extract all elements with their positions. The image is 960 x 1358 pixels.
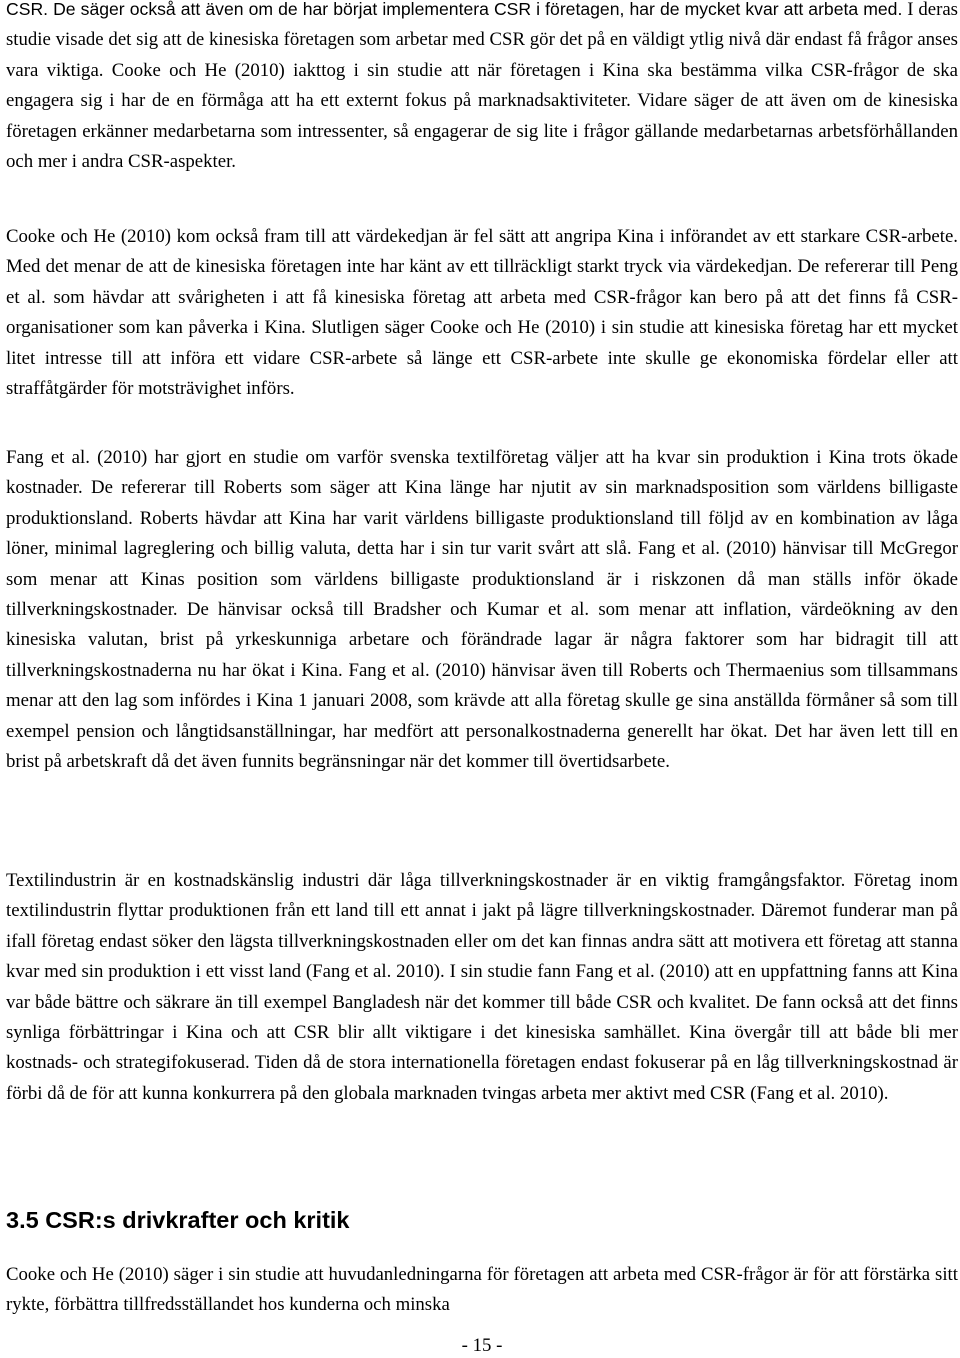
paragraph-body-text: Cooke och He (2010) kom också fram till att värdekedjan är fel sätt att angripa Kina i införandet av ett starkare CSR-arbete. Med det menar de att de kinesiska företagen inte har känt av ett tillräckligt starkt tryck via värdekedjan. De refererar till Peng et al. som hävdar att svårigheten i att få kinesiska företag att arbeta med CSR-frågor kan bero på att det finns få CSR-organisationer som kan påverka i Kina. Slutligen säger Cooke och He (2010) i sin studie att kinesiska företag har ett mycket litet intresse till att införa ett vidare CSR-arbete så länge ett CSR-arbete inte skulle ge ekonomiska fördelar eller att straffåtgärder för motsträvighet införs. [6, 226, 958, 400]
paragraph-csr-implementation [6, 0, 958, 177]
paragraph-body-text: Fang et al. (2010) har gjort en studie om varför svenska textilföretag väljer att ha kvar sin produktion i Kina trots ökade kostnader. De refererar till Roberts som säger att Kina länge har njutit av sin marknadsposition som världens billigaste produktionsland. Roberts hävdar att Kina har varit världens billigaste produktionsland till följd av en kombination av låga löner, minimal lagreglering och billig valuta, detta har i sin tur varit svårt att slå. Fang et al. (2010) hänvisar till McGregor som menar att Kinas position som världens billigaste produktionsland är i riskzonen då man ställs inför ökade tillverkningskostnader. De hänvisar också till Bradsher och Kumar et al. som menar att inflation, värdeökning av den kinesiska valutan, brist på yrkeskunniga arbetare och förändrade lagar är några faktorer som har bidragit till att tillverkningskostnaderna nu har ökat i Kina. Fang et al. (2010) hänvisar även till Roberts och Thermaenius som tillsammans menar att den lag som infördes i Kina 1 januari 2008, som krävde att alla företag skulle ge sina anställda förmåner så som till exempel pension och långtidsanställningar, har medfört att personalkostnaderna generellt har ökat. Det har även lett till en brist på arbetskraft då det även funnits begränsningar när det kommer till övertidsarbete. [6, 447, 958, 773]
paragraph-body-text: Cooke och He (2010) säger i sin studie att huvudanledningarna för företagen att arbeta med CSR-frågor är för att förstärka sitt rykte, förbättra tillfredsställandet hos kunderna och minska [6, 1264, 958, 1316]
paragraph-fang-study [6, 443, 958, 777]
paragraph-body-text: I deras studie visade det sig att de kinesiska företagen som arbetar med CSR gör det på en väldigt ytlig nivå där endast få frågor anses vara viktiga. Cooke och He (2010) iakttog i sin studie att när företagen i Kina ska bestämma vilka CSR-frågor de ska engagera sig i har de en förmåga att ha ett externt fokus på marknadsaktiviteter. Vidare säger de att även om de kinesiska företagen erkänner medarbetarna som intressenter, så engagerar de sig lite i frågor gällande medarbetarnas arbetsförhållanden och mer i andra CSR-aspekter. [6, 0, 958, 173]
page-number: - 15 - [461, 1335, 503, 1356]
paragraph-textile-industry [6, 866, 958, 1109]
document-page [6, 0, 958, 1358]
paragraph-lead-text: CSR. De säger också att även om de har börjat implementera CSR i företagen, har de mycket kvar att arbeta med. [6, 0, 903, 19]
paragraph-body-text: Textilindustrin är en kostnadskänslig industri där låga tillverkningskostnader är en viktig framgångsfaktor. Företag inom textilindustrin flyttar produktionen från ett land till ett annat i jakt på lägre tillverkningskostnader. Däremot funderar man på ifall företag endast söker den lägsta tillverkningskostnaden eller om det kan finnas andra sätt att motivera ett företag att stanna kvar med sin produktion i ett visst land (Fang et al. 2010). I sin studie fann Fang et al. (2010) att en uppfattning fanns att Kina var både bättre och säkrare än till exempel Bangladesh när det kommer till både CSR och kvalitet. De fann också att det finns synliga förbättringar i Kina och att CSR blir allt viktigare i det kinesiska samhället. Kina övergår till att både bli mer kostnads- och strategifokuserad. Tiden då de stora internationella företagen endast fokuserar på en låg tillverkningskostnad är förbi då de för att kunna konkurrera på den globala marknaden tvingas arbeta mer aktivt med CSR (Fang et al. 2010). [6, 870, 958, 1104]
paragraph-drivers [6, 1260, 958, 1321]
section-heading: 3.5 CSR:s drivkrafter och kritik [6, 1207, 350, 1233]
paragraph-value-chain [6, 222, 958, 404]
